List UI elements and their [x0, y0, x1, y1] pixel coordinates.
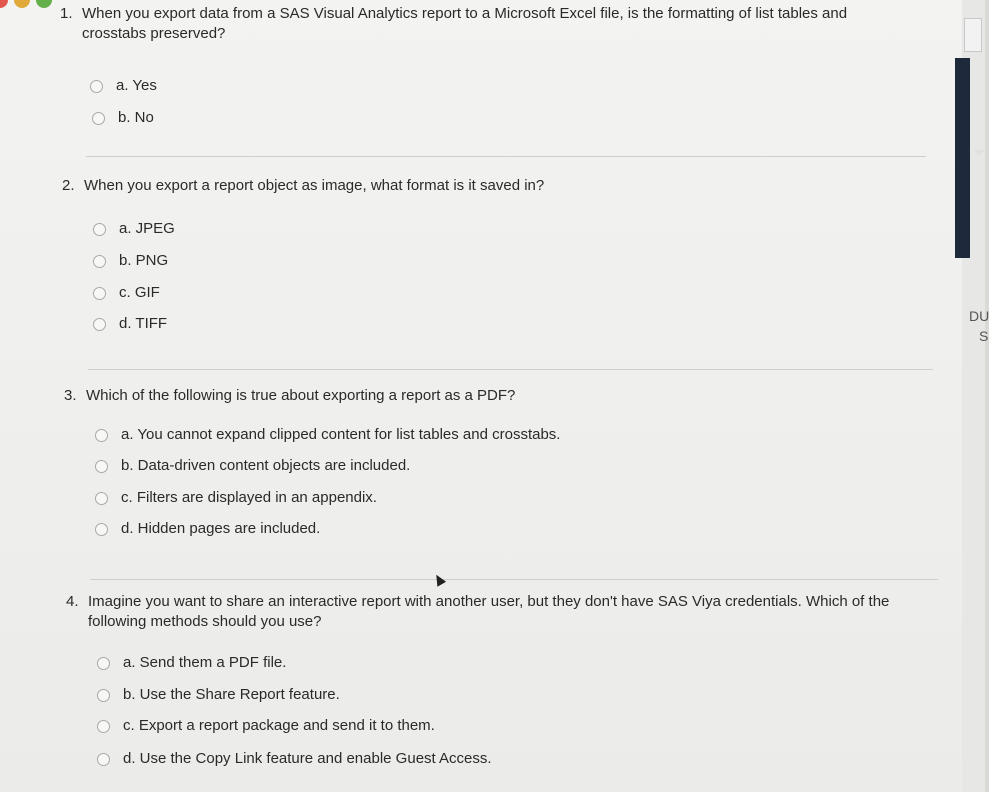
option-label: a. Send them a PDF file.	[123, 654, 287, 671]
chevron-down-icon	[974, 150, 984, 156]
question-number: 4.	[66, 593, 79, 610]
option-label: b. Data-driven content objects are included.	[121, 457, 411, 474]
edge-text-line: DU	[969, 308, 989, 324]
question-text: Imagine you want to share an interactive report with another user, but they don't have SAS Viya credentials. Which of the following methods should you use?	[88, 593, 890, 630]
radio-button[interactable]	[93, 318, 106, 331]
separator	[86, 156, 926, 157]
background-window-text	[969, 306, 989, 346]
option-label: c. GIF	[119, 284, 160, 301]
option-label: c. Export a report package and send it to them.	[123, 717, 435, 734]
option-label: d. Hidden pages are included.	[121, 520, 321, 537]
radio-button[interactable]	[95, 460, 108, 473]
option-label: b. PNG	[119, 252, 169, 269]
close-window-icon[interactable]	[0, 0, 8, 8]
question-text: When you export data from a SAS Visual Analytics report to a Microsoft Excel file, is the formatting of list tables and crosstabs preserved?	[82, 5, 848, 42]
background-sidebar	[955, 58, 970, 258]
radio-button[interactable]	[92, 112, 105, 125]
question-number: 3.	[64, 387, 77, 404]
mouse-cursor-icon	[432, 572, 446, 587]
radio-button[interactable]	[97, 753, 110, 766]
option-label: d. Use the Copy Link feature and enable Guest Access.	[123, 750, 492, 767]
edge-text-line: S	[979, 328, 989, 344]
background-panel	[964, 18, 982, 52]
radio-button[interactable]	[93, 287, 106, 300]
option-label: b. Use the Share Report feature.	[123, 686, 340, 703]
option-label: a. JPEG	[119, 220, 175, 237]
radio-button[interactable]	[97, 720, 110, 733]
option-label: c. Filters are displayed in an appendix.	[121, 489, 377, 506]
radio-button[interactable]	[93, 223, 106, 236]
separator	[88, 369, 933, 370]
question-text: When you export a report object as image, what format is it saved in?	[84, 177, 545, 194]
radio-button[interactable]	[95, 523, 108, 536]
radio-button[interactable]	[95, 429, 108, 442]
option-label: d. TIFF	[119, 315, 168, 332]
question-text: Which of the following is true about exporting a report as a PDF?	[86, 387, 516, 404]
minimize-window-icon[interactable]	[14, 0, 30, 8]
radio-button[interactable]	[90, 80, 103, 93]
radio-button[interactable]	[93, 255, 106, 268]
radio-button[interactable]	[97, 657, 110, 670]
option-label: b. No	[118, 109, 154, 126]
radio-button[interactable]	[95, 492, 108, 505]
maximize-window-icon[interactable]	[36, 0, 52, 8]
separator	[90, 579, 938, 580]
radio-button[interactable]	[97, 689, 110, 702]
option-label: a. Yes	[116, 77, 157, 94]
question-number: 1.	[60, 5, 73, 22]
question-number: 2.	[62, 177, 75, 194]
option-label: a. You cannot expand clipped content for list tables and crosstabs.	[121, 426, 561, 443]
